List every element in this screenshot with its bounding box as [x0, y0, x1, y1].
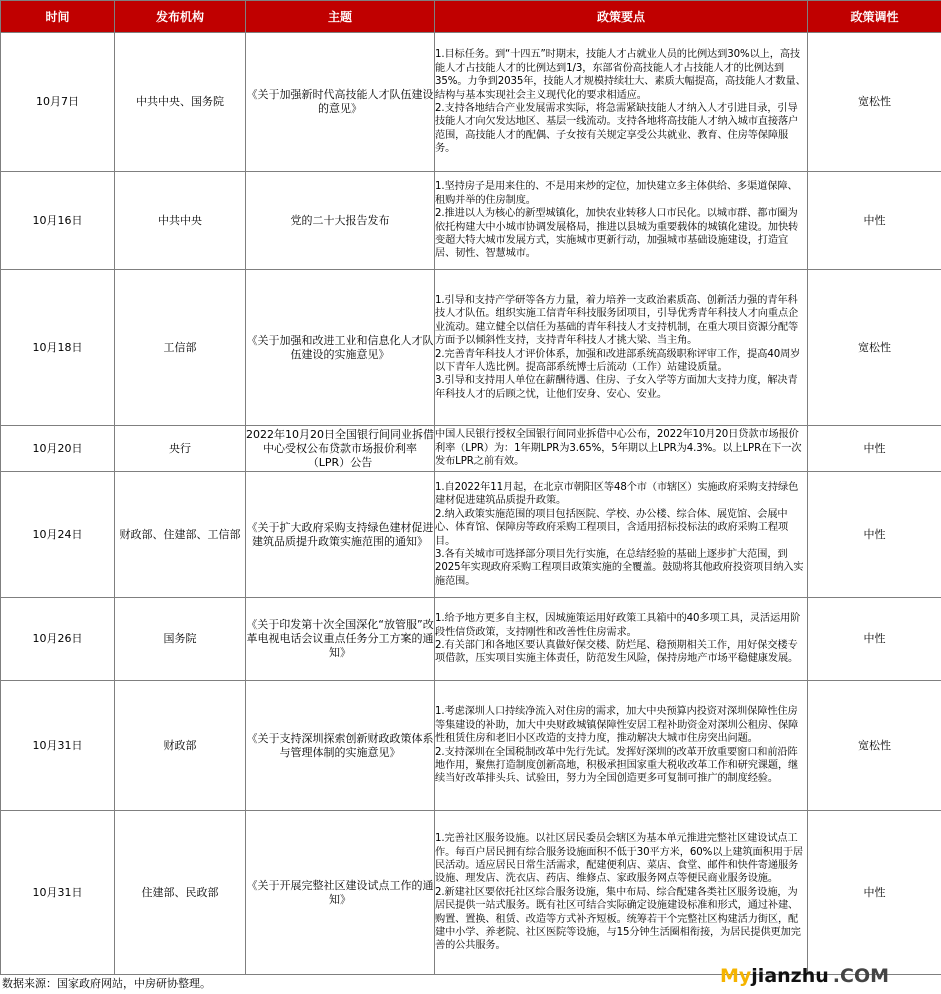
row-points — [435, 426, 808, 472]
row-tone: 中性 — [808, 811, 941, 975]
row-org: 财政部、住建部、工信部 — [115, 472, 246, 598]
policy-point: 1.完善社区服务设施。以社区居民委员会辖区为基本单元推进完整社区建设试点工作。每百户居民拥有综合服务设施面积不低于30平方米，60%以上建筑面积用于居民活动。适应居民日常生活需求，配建便利店、菜店、食堂、邮件和快件寄递服务设施、理发店、洗衣店、药店、维修点、家政服务网点等便民商业服务设施。 — [435, 833, 803, 885]
row-points — [435, 598, 808, 681]
table-row — [1, 598, 941, 681]
header-points: 政策要点 — [435, 1, 808, 33]
policy-point: 2.新建社区要依托社区综合服务设施，集中布局、综合配建各类社区服务设施，为居民提供一站式服务。既有社区可结合实际确定设施建设标准和形式，通过补建、购置、置换、租赁、改造等方式补齐短板。统筹若干个完整社区构建活力街区，配建中小学、养老院、社区医院等设施，与15分钟生活圈相衔接，为居民提供更加完善的公共服务。 — [435, 886, 801, 952]
header-row — [1, 1, 941, 33]
policy-point: 2.支持各地结合产业发展需求实际，将急需紧缺技能人才纳入人才引进目录，引导技能人才向欠发达地区、基层一线流动。支持各地将高技能人才纳入城市直接落户范围，高技能人才的配偶、子女按有关规定享受公共就业、教育、住房等保障服务。 — [435, 103, 799, 155]
policy-point: 1.考虑深圳人口持续净流入对住房的需求，加大中央预算内投资对深圳保障性住房等集建设的补助，加大中央财政城镇保障性安居工程补助资金对深圳公租房、保障性租赁住房和老旧小区改造的支持力度，推动解决大城市住房突出问题。 — [435, 706, 799, 745]
row-date: 10月31日 — [1, 681, 115, 811]
policy-point: 2.有关部门和各地区要认真做好保交楼、防烂尾、稳预期相关工作，用好保交楼专项借款，压实项目实施主体责任，防范发生风险，保持房地产市场平稳健康发展。 — [435, 640, 799, 665]
policy-point: 2.纳入政策实施范围的项目包括医院、学校、办公楼、综合体、展览馆、会展中心、体育馆、保障房等政府采购工程项目，含适用招标投标法的政府采购工程项目。 — [435, 508, 789, 547]
policy-point: 1.引导和支持产学研等各方力量，着力培养一支政治素质高、创新活力强的青年科技人才队伍。组织实施工信青年科技服务团项目，引导优秀青年科技人才向重点企业流动。建立健全以信任为基础的青年科技人才支持机制，在重大项目资源分配等方面予以倾斜性支持，支持青年科技人才挑大梁、当主角。 — [435, 294, 799, 347]
policy-point: 中国人民银行授权全国银行间同业拆借中心公布，2022年10月20日贷款市场报价利率（LPR）为：1年期LPR为3.65%，5年期以上LPR为4.3%。以上LPR在下一次发布LPR之前有效。 — [435, 429, 802, 468]
policy-point: 2.完善青年科技人才评价体系，加强和改进部系统高级职称评审工作，提高40周岁以下青年人选比例。提高部系统博士后流动（工作）站建设质量。 — [435, 348, 801, 373]
policy-point: 1.目标任务。到“十四五”时期末，技能人才占就业人员的比例达到30%以上，高技能人才占技能人才的比例达到1/3，东部省份高技能人才占技能人才的比例达到35%。力争到2035年，技能人才规模持续壮大、素质大幅提高，高技能人才数量、结构与基本实现社会主义现代化的要求相适应。 — [435, 49, 806, 101]
watermark-part-com: .COM — [832, 965, 890, 987]
row-date: 10月18日 — [1, 270, 115, 426]
row-topic: 《关于开展完整社区建设试点工作的通知》 — [246, 811, 435, 975]
policy-point: 1.坚持房子是用来住的、不是用来炒的定位，加快建立多主体供给、多渠道保障、租购并举的住房制度。 — [435, 181, 798, 206]
row-date: 10月26日 — [1, 598, 115, 681]
watermark-part-my: My — [720, 965, 752, 987]
header-topic: 主题 — [246, 1, 435, 33]
table-row — [1, 811, 941, 975]
row-topic: 《关于扩大政府采购支持绿色建材促进建筑品质提升政策实施范围的通知》 — [246, 472, 435, 598]
row-topic: 党的二十大报告发布 — [246, 172, 435, 270]
row-org: 中共中央、国务院 — [115, 33, 246, 172]
row-date: 10月20日 — [1, 426, 115, 472]
row-points — [435, 811, 808, 975]
row-points — [435, 681, 808, 811]
table-row — [1, 426, 941, 472]
row-date: 10月16日 — [1, 172, 115, 270]
header-date: 时间 — [1, 1, 115, 33]
row-org: 工信部 — [115, 270, 246, 426]
row-org: 国务院 — [115, 598, 246, 681]
row-org: 中共中央 — [115, 172, 246, 270]
policy-point: 1.自2022年11月起，在北京市朝阳区等48个市（市辖区）实施政府采购支持绿色建材促进建筑品质提升政策。 — [435, 481, 799, 507]
policy-point: 2.推进以人为核心的新型城镇化，加快农业转移人口市民化。以城市群、都市圈为依托构建大中小城市协调发展格局，推进以县城为重要载体的城镇化建设。加快转变超大特大城市发展方式，实施城市更新行动，加强城市基础设施建设，打造宜居、韧性、智慧城市。 — [435, 208, 799, 260]
policy-point: 2.支持深圳在全国税制改革中先行先试。发挥好深圳的改革开放重要窗口和前沿阵地作用，聚焦打造制度创新高地，积极承担国家重大税收改革工作和研究课题，继续当好改革排头兵、试验田，努力为全国创造更多可复制可推广的制度经验。 — [435, 746, 799, 785]
row-tone: 中性 — [808, 598, 941, 681]
row-org: 住建部、民政部 — [115, 811, 246, 975]
watermark-part-jianzhu: jianzhu — [751, 965, 829, 987]
row-points — [435, 172, 808, 270]
row-topic: 《关于支持深圳探索创新财政政策体系与管理体制的实施意见》 — [246, 681, 435, 811]
row-date: 10月31日 — [1, 811, 115, 975]
header-tone: 政策调性 — [808, 1, 941, 33]
row-points — [435, 270, 808, 426]
table-row — [1, 33, 941, 172]
row-topic: 《关于加强和改进工业和信息化人才队伍建设的实施意见》 — [246, 270, 435, 426]
watermark-logo — [720, 964, 889, 988]
row-tone: 中性 — [808, 426, 941, 472]
row-points — [435, 33, 808, 172]
row-date: 10月7日 — [1, 33, 115, 172]
policy-point: 3.引导和支持用人单位在薪酬待遇、住房、子女入学等方面加大支持力度，解决青年科技人才的后顾之忧，让他们安身、安心、安业。 — [435, 375, 798, 400]
table-row — [1, 681, 941, 811]
header-org: 发布机构 — [115, 1, 246, 33]
row-points — [435, 472, 808, 598]
row-date: 10月24日 — [1, 472, 115, 598]
table-row — [1, 172, 941, 270]
row-topic: 2022年10月20日全国银行间同业拆借中心受权公布贷款市场报价利率（LPR）公告 — [246, 426, 435, 472]
row-org: 财政部 — [115, 681, 246, 811]
table-row — [1, 472, 941, 598]
row-tone: 宽松性 — [808, 33, 941, 172]
row-tone: 中性 — [808, 172, 941, 270]
row-topic: 《关于印发第十次全国深化“放管服”改革电视电话会议重点任务分工方案的通知》 — [246, 598, 435, 681]
row-tone: 中性 — [808, 472, 941, 598]
row-topic: 《关于加强新时代高技能人才队伍建设的意见》 — [246, 33, 435, 172]
policy-point: 3.各有关城市可选择部分项目先行实施，在总结经验的基础上逐步扩大范围，到2025年实现政府采购工程项目政策实施的全覆盖。鼓励将其他政府投资项目纳入实施范围。 — [435, 548, 804, 587]
row-tone: 宽松性 — [808, 270, 941, 426]
policy-point: 1.给予地方更多自主权，因城施策运用好政策工具箱中的40多项工具，灵活运用阶段性信贷政策，支持刚性和改善性住房需求。 — [435, 613, 801, 638]
row-tone: 宽松性 — [808, 681, 941, 811]
data-source-note: 数据来源：国家政府网站，中房研协整理。 — [2, 977, 211, 990]
row-org: 央行 — [115, 426, 246, 472]
table-row — [1, 270, 941, 426]
